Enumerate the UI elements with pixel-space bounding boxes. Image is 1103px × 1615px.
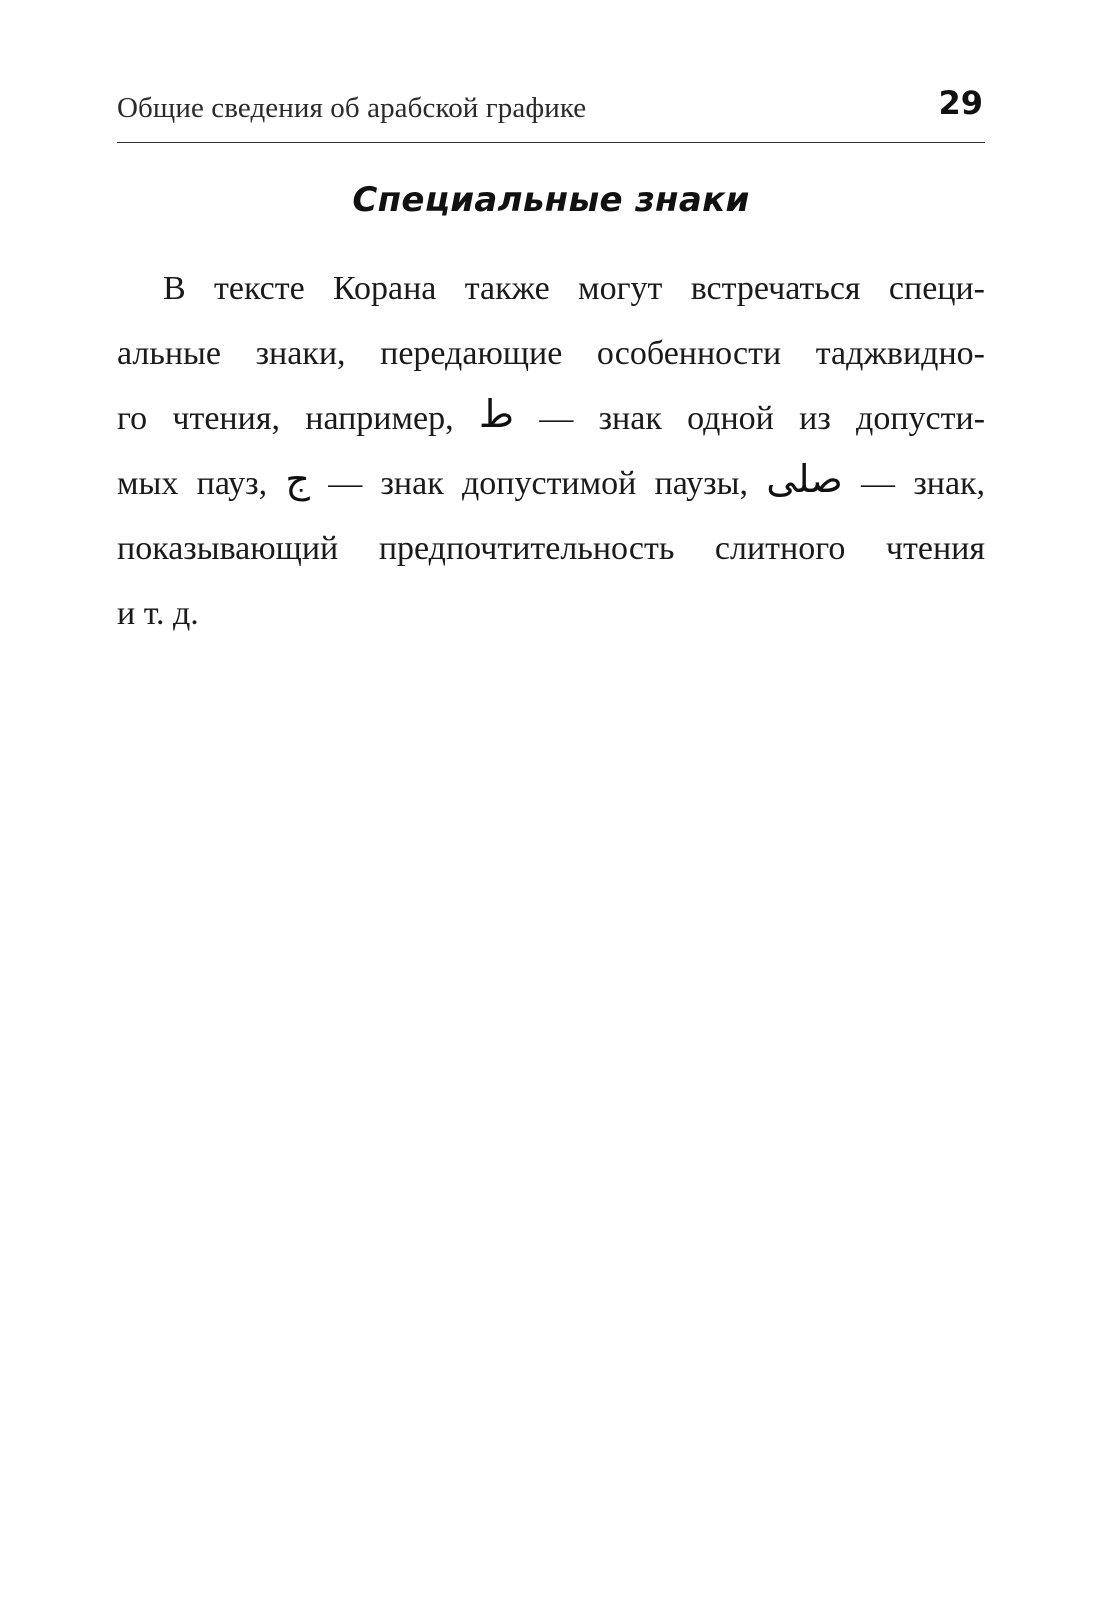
running-title: Общие сведения об арабской графике: [117, 92, 587, 124]
paragraph-line: и т. д.: [117, 595, 199, 632]
line-text: — знак допустимой паузы,: [328, 465, 748, 502]
line-text: мых пауз,: [117, 465, 268, 502]
arabic-sign-sila: صلى: [766, 457, 843, 501]
line-text: — знак одной из допусти-: [539, 400, 986, 437]
arabic-pause-sign-ta: ط: [478, 392, 515, 436]
paragraph-line: альные знаки, передающие особенности таджвидно-: [117, 335, 985, 372]
paragraph-line: В тексте Корана также могут встречаться специ-: [163, 270, 985, 307]
running-header: [117, 84, 985, 143]
section-heading: Специальные знаки: [352, 180, 750, 220]
line-text: го чтения, например,: [117, 400, 454, 437]
line-text: — знак,: [861, 465, 986, 502]
paragraph-line: [117, 459, 985, 509]
arabic-pause-sign-jim: ج: [285, 457, 310, 501]
paragraph-line: [117, 394, 985, 444]
paragraph-line: показывающий предпочтительность слитного чтения: [117, 530, 985, 567]
page-number: 29: [938, 84, 983, 122]
